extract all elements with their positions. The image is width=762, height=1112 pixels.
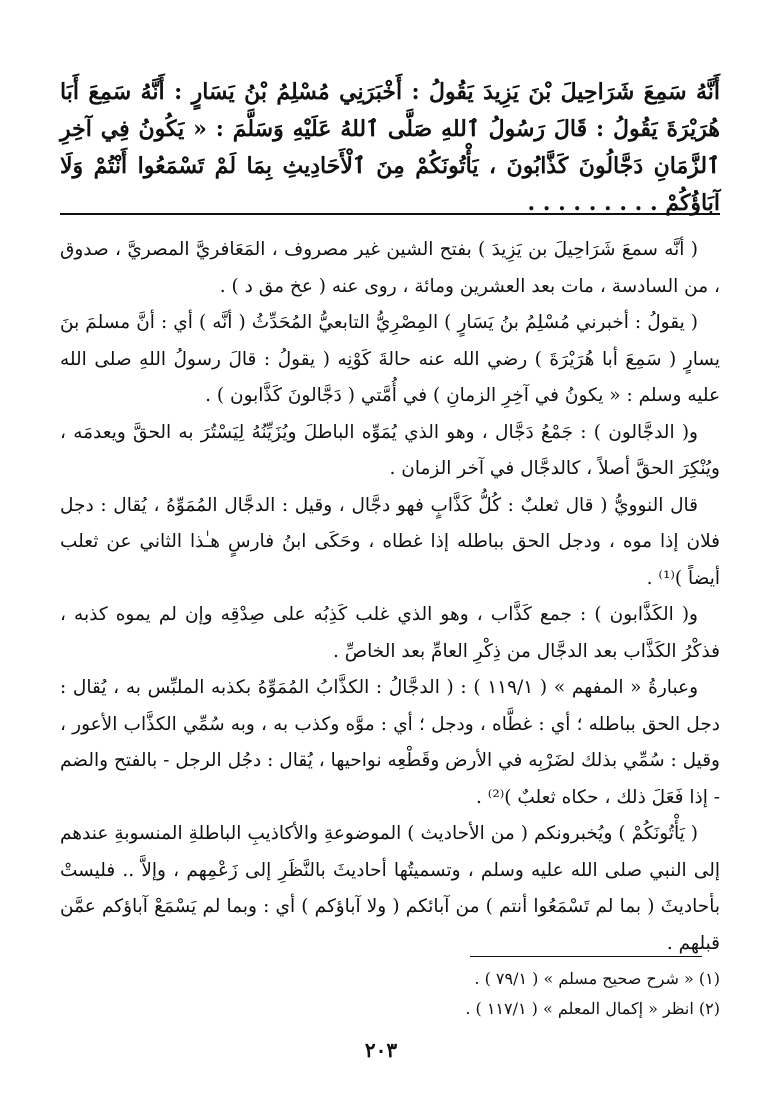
commentary-paragraph-kadhdhabun: و( الكَذَّابون ) : جمع كَذَّاب ، وهو الذي غلب كَذِبُه على صِدْقِه وإن لم يموه كذبه ، فذكْرُ الكَذَّاب بعد الدجَّال من ذِكْرِ العامِّ بعد الخاصِّ . [60, 604, 720, 662]
page-number: ٢٠٣ [364, 1038, 398, 1062]
commentary-paragraph-narrator: ( أنَّه سمعَ شَرَاحِيلَ بن يَزِيدَ ) بفتح الشين غير مصروف ، المَعَافريَّ المصريَّ ، صدوق ، من السادسة ، مات بعد العشرين ومائة ، روى عنه ( عخ مق د ) . [60, 239, 720, 297]
section-divider [60, 213, 720, 215]
commentary-paragraph-nawawi: قال النوويُّ ( قال ثعلبٌ : كُلُّ كَذَّابٍ فهو دجَّال ، وقيل : الدجَّال المُمَوِّهُ ، يُقال : دجل فلان إذا موه ، ودجل الحق بباطله إذا غطاه ، وحَكَى ابنُ فارسٍ هـٰذا الثاني عن ثعلب أيضاً )⁽¹⁾ . [60, 494, 720, 589]
commentary-paragraph-chain: ( يقولُ : أخبرني مُسْلِمُ بنُ يَسَارٍ ) المِصْرِيُّ التابعيُّ المُحَدِّثُ ( أنَّه ) أي : أنَّ مسلمَ بنَ يسارٍ ( سَمِعَ أبا هُرَيْرَةَ ) رضي الله عنه حالةَ كَوْنِه ( يقولُ : قالَ رسولُ اللهِ صلى الله عليه وسلم : « يكونُ في آخِرِ الزمانِ ) في أُمَّتي ( دَجَّالونَ كَذَّابون ) . [60, 312, 720, 406]
footnote-divider [470, 956, 702, 957]
commentary-paragraph-mufhim: وعبارةُ « المفهم » ( ١١٩/١ ) : ( الدجَّالُ : الكذَّابُ المُمَوِّهُ بكذبه الملبِّس به ، يُقال : دجل الحق بباطله ؛ أي : غطَّاه ، ودجل ؛ أي : موَّه وكذب به ، وبه سُمِّي الكذَّاب الأعور ، وقيل : سُمِّي بذلك لضَرْبِه في الأرض وقَطْعِه نواحيها ، يُقال : دجُل الرجل - بالفتح والضم - إذا فَعَلَ ذلك ، حكاه ثعلبٌ )⁽²⁾ . [60, 677, 720, 808]
commentary-paragraph-dajjalun: و( الدجَّالون ) : جَمْعُ دَجَّال ، وهو الذي يُمَوِّه الباطلَ ويُزَيِّنُهُ لِيَسْتُرَ به الحقَّ ويعدمَه ، ويُنْكِرَ الحقَّ أصلاً ، كالدجَّال في آخر الزمان . [60, 421, 720, 479]
footnotes-block [60, 964, 720, 1024]
footnote-1: (١) « شرح صحيح مسلم » ( ٧٩/١ ) . [474, 969, 720, 988]
footnote-2: (٢) انظر « إكمال المعلم » ( ١١٧/١ ) . [465, 999, 720, 1018]
commentary-block [60, 232, 720, 962]
hadith-text: أَنَّهُ سَمِعَ شَرَاحِيلَ بْنَ يَزِيدَ يَقُولُ : أَخْبَرَنِي مُسْلِمُ بْنُ يَسَارٍ : أَنَّهُ سَمِعَ أَبَا هُرَيْرَةَ يَقُولُ : قَالَ رَسُولُ ٱللهِ صَلَّى ٱللهُ عَلَيْهِ وَسَلَّمَ : « يَكُونُ فِي آخِرِ ٱلزَّمَانِ دَجَّالُونَ كَذَّابُونَ ، يَأْتُونَكُمْ مِنَ ٱلْأَحَادِيثِ بِمَا لَمْ تَسْمَعُوا أَنْتُمْ وَلَا آبَاؤُكُمْ . . . . . . . . . [60, 79, 720, 216]
commentary-paragraph-yatunakum: ( يَأْتُونَكُمْ ) ويُخبرونكم ( من الأحاديث ) الموضوعةِ والأكاذيبِ الباطلةِ المنسوبةِ عندهم إلى النبي صلى الله عليه وسلم ، وتسميتُها أحاديثَ بالنَّظَرِ إلى زَعْمِهم ، وإلاَّ .. فليستْ بأحاديثَ ( بما لم تَسْمَعُوا أنتم ) من آبائكم ( ولا آباؤكم ) أي : وبما لم يَسْمَعْ آباؤكم عمَّن قبلهم . [60, 823, 720, 954]
hadith-text-block [60, 74, 720, 222]
